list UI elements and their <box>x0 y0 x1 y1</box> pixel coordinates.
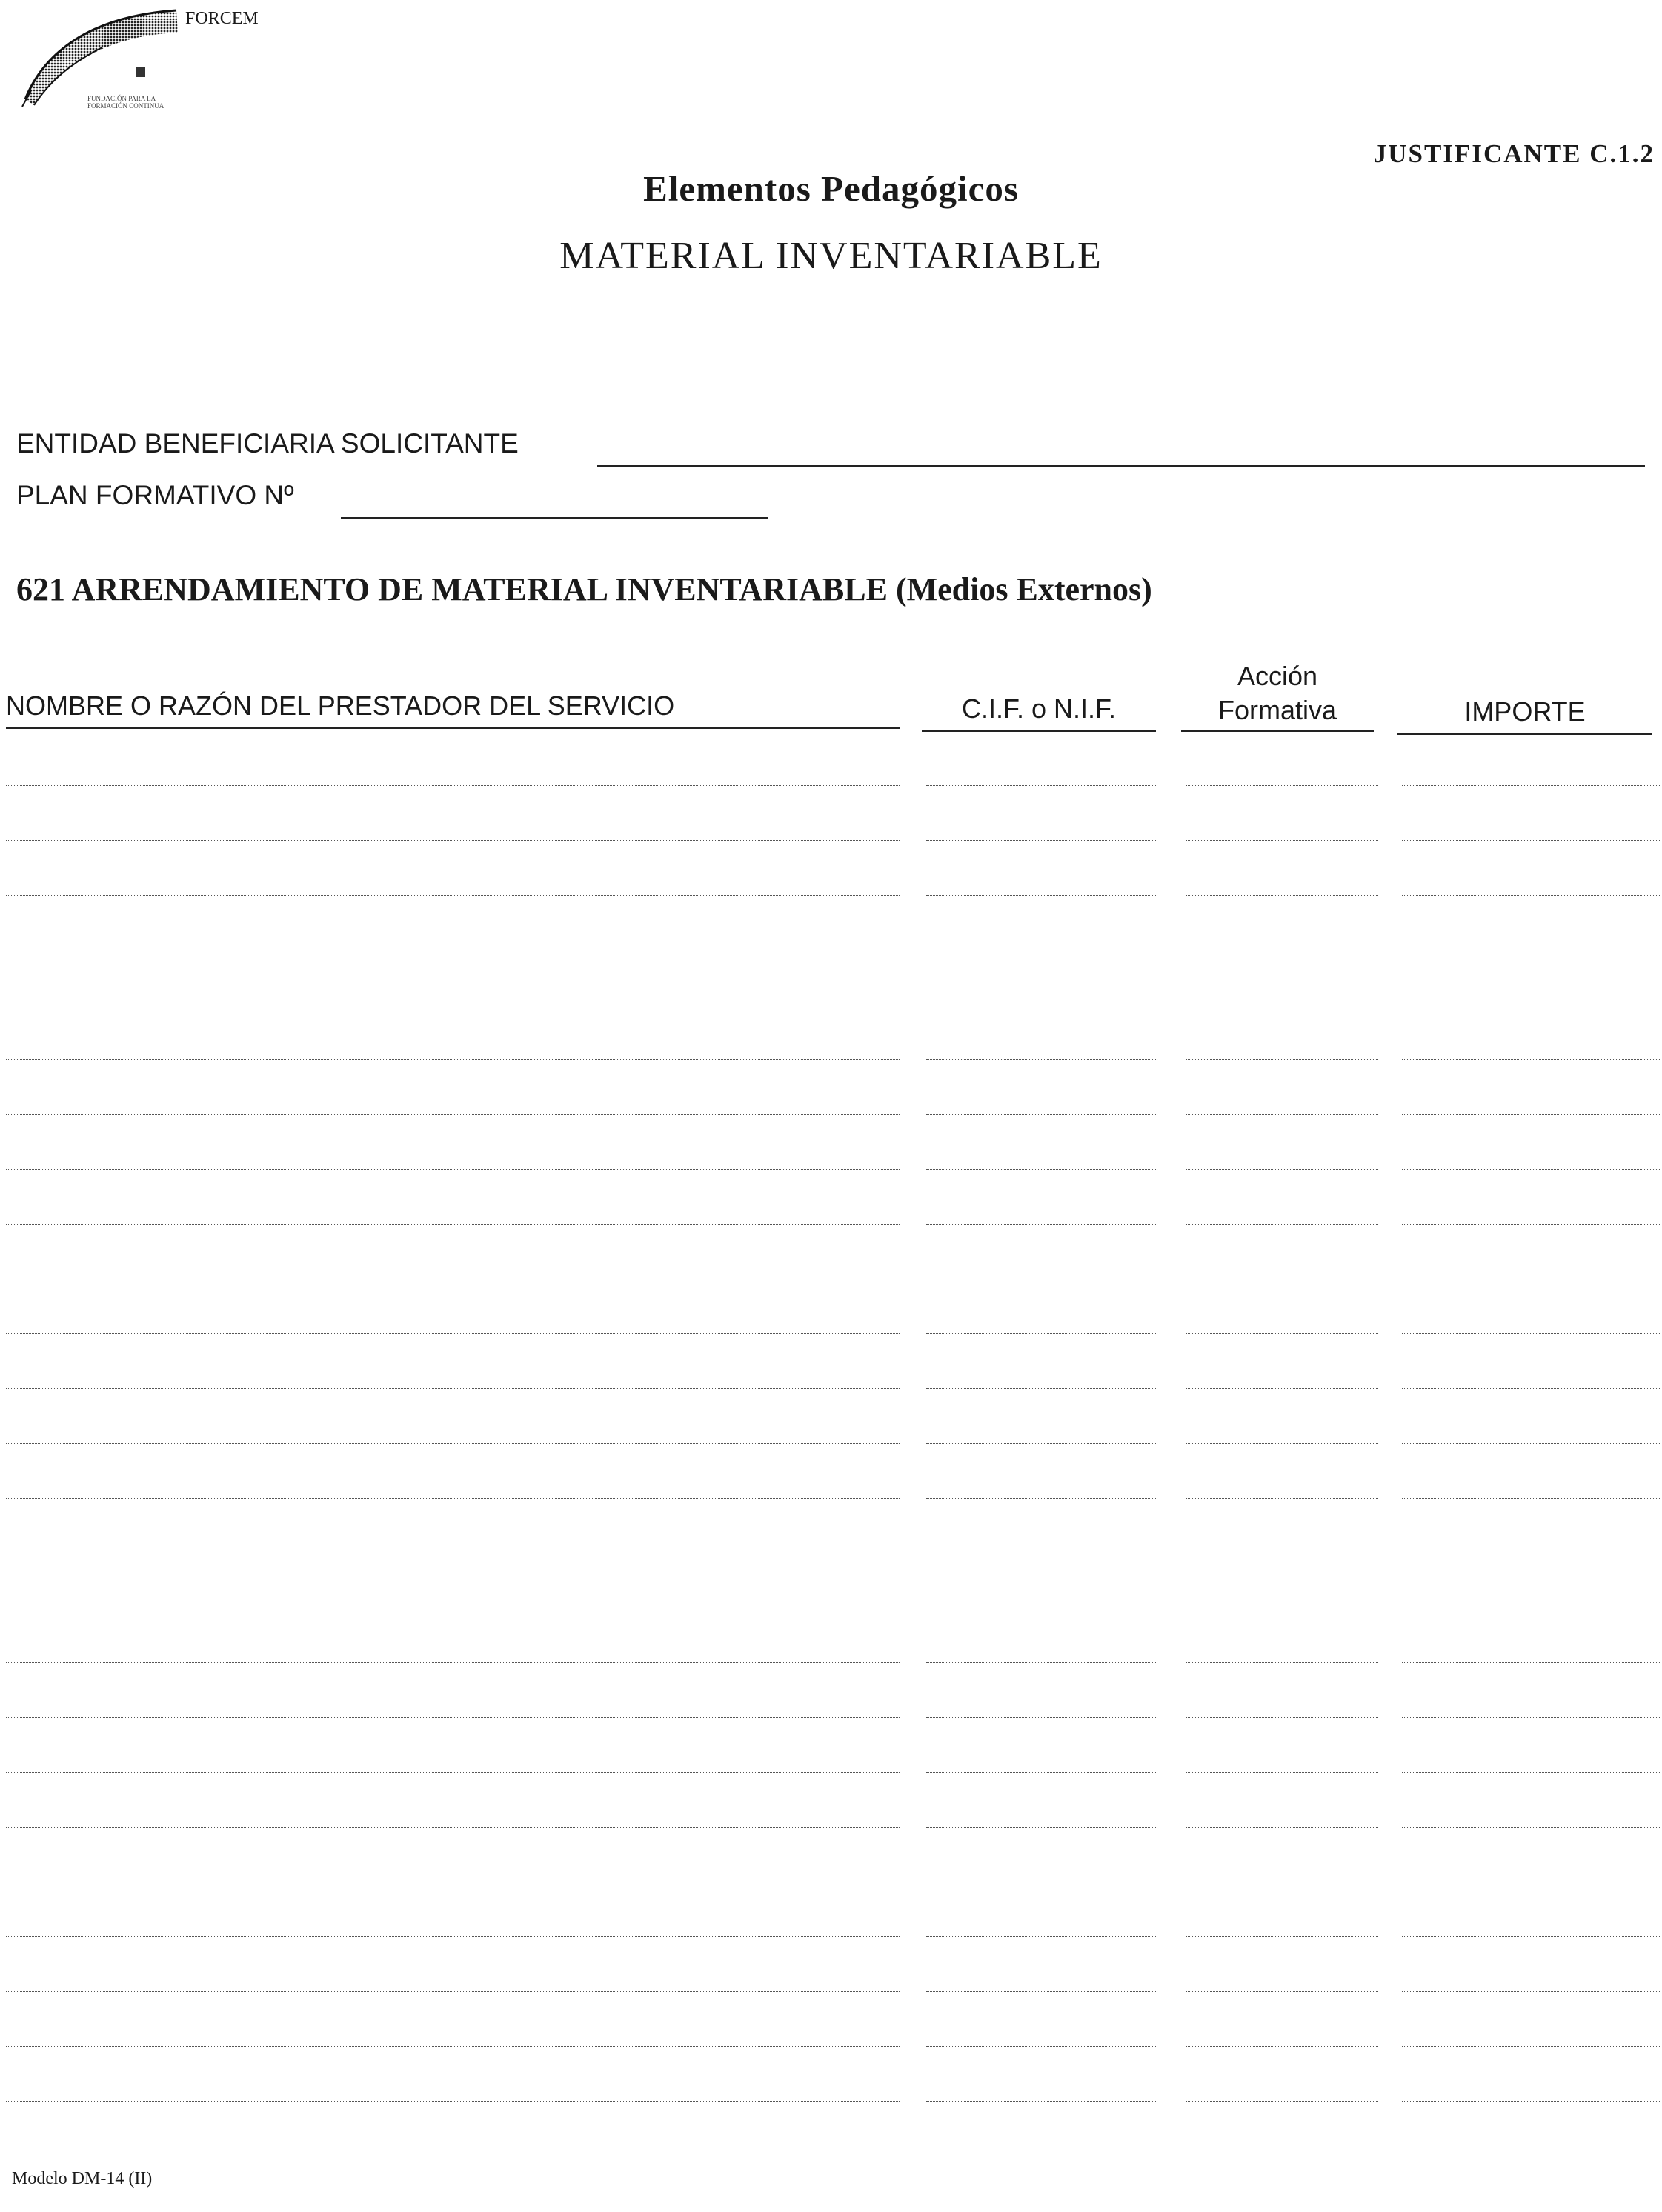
entidad-field[interactable] <box>597 465 1645 467</box>
row-8-accion-field[interactable] <box>1186 1169 1378 1170</box>
document-title: Elementos Pedagógicos <box>643 168 1019 209</box>
header-rule-accion <box>1181 730 1374 732</box>
row-6-cif-field[interactable] <box>926 1059 1157 1060</box>
row-25-cif-field[interactable] <box>926 2101 1157 2102</box>
row-18-importe-field[interactable] <box>1402 1717 1660 1718</box>
row-13-importe-field[interactable] <box>1402 1443 1660 1444</box>
row-14-cif-field[interactable] <box>926 1498 1157 1499</box>
header-rule-nombre <box>6 727 900 729</box>
row-11-accion-field[interactable] <box>1186 1333 1378 1334</box>
column-header-cif: C.I.F. o N.I.F. <box>961 693 1117 724</box>
row-12-nombre-field[interactable] <box>6 1388 900 1389</box>
row-17-cif-field[interactable] <box>926 1662 1157 1663</box>
row-3-importe-field[interactable] <box>1402 895 1660 896</box>
row-11-nombre-field[interactable] <box>6 1333 900 1334</box>
section-title: 621 ARRENDAMIENTO DE MATERIAL INVENTARIABLE (Medios Externos) <box>16 571 1152 607</box>
row-8-nombre-field[interactable] <box>6 1169 900 1170</box>
row-24-nombre-field[interactable] <box>6 2046 900 2047</box>
row-9-nombre-field[interactable] <box>6 1224 900 1225</box>
row-12-cif-field[interactable] <box>926 1388 1157 1389</box>
plan-formativo-field[interactable] <box>341 517 768 519</box>
row-6-accion-field[interactable] <box>1186 1059 1378 1060</box>
row-20-nombre-field[interactable] <box>6 1827 900 1828</box>
column-header-accion: Acción Formativa <box>1217 661 1337 725</box>
row-6-nombre-field[interactable] <box>6 1059 900 1060</box>
header-rule-cif <box>922 730 1156 732</box>
column-header-importe: IMPORTE <box>1464 696 1586 727</box>
row-25-nombre-field[interactable] <box>6 2101 900 2102</box>
row-9-cif-field[interactable] <box>926 1224 1157 1225</box>
row-19-accion-field[interactable] <box>1186 1772 1378 1773</box>
row-18-nombre-field[interactable] <box>6 1717 900 1718</box>
row-25-accion-field[interactable] <box>1186 2101 1378 2102</box>
row-19-nombre-field[interactable] <box>6 1772 900 1773</box>
header-rule-importe <box>1397 733 1652 735</box>
row-19-importe-field[interactable] <box>1402 1772 1660 1773</box>
row-18-accion-field[interactable] <box>1186 1717 1378 1718</box>
row-3-nombre-field[interactable] <box>6 895 900 896</box>
row-8-cif-field[interactable] <box>926 1169 1157 1170</box>
logo-foundation-text: FUNDACIÓN PARA LA FORMACIÓN CONTINUA <box>87 95 164 110</box>
row-11-importe-field[interactable] <box>1402 1333 1660 1334</box>
row-13-nombre-field[interactable] <box>6 1443 900 1444</box>
row-12-importe-field[interactable] <box>1402 1388 1660 1389</box>
entidad-label: ENTIDAD BENEFICIARIA SOLICITANTE <box>16 428 519 459</box>
row-3-cif-field[interactable] <box>926 895 1157 896</box>
column-header-nombre: NOMBRE O RAZÓN DEL PRESTADOR DEL SERVICIO <box>6 690 675 721</box>
row-22-cif-field[interactable] <box>926 1936 1157 1937</box>
row-7-importe-field[interactable] <box>1402 1114 1660 1115</box>
row-22-accion-field[interactable] <box>1186 1936 1378 1937</box>
row-2-nombre-field[interactable] <box>6 840 900 841</box>
row-14-importe-field[interactable] <box>1402 1498 1660 1499</box>
row-24-importe-field[interactable] <box>1402 2046 1660 2047</box>
row-25-importe-field[interactable] <box>1402 2101 1660 2102</box>
row-24-accion-field[interactable] <box>1186 2046 1378 2047</box>
row-24-cif-field[interactable] <box>926 2046 1157 2047</box>
row-23-importe-field[interactable] <box>1402 1991 1660 1992</box>
row-17-importe-field[interactable] <box>1402 1662 1660 1663</box>
row-2-importe-field[interactable] <box>1402 840 1660 841</box>
row-22-nombre-field[interactable] <box>6 1936 900 1937</box>
logo-org-name: FORCEM <box>185 9 259 28</box>
row-9-accion-field[interactable] <box>1186 1224 1378 1225</box>
row-17-accion-field[interactable] <box>1186 1662 1378 1663</box>
row-14-nombre-field[interactable] <box>6 1498 900 1499</box>
row-3-accion-field[interactable] <box>1186 895 1378 896</box>
row-23-cif-field[interactable] <box>926 1991 1157 1992</box>
row-1-importe-field[interactable] <box>1402 785 1660 786</box>
document-subtitle: MATERIAL INVENTARIABLE <box>559 235 1103 277</box>
row-13-accion-field[interactable] <box>1186 1443 1378 1444</box>
row-9-importe-field[interactable] <box>1402 1224 1660 1225</box>
row-1-accion-field[interactable] <box>1186 785 1378 786</box>
row-20-accion-field[interactable] <box>1186 1827 1378 1828</box>
row-1-nombre-field[interactable] <box>6 785 900 786</box>
row-7-accion-field[interactable] <box>1186 1114 1378 1115</box>
row-23-nombre-field[interactable] <box>6 1991 900 1992</box>
row-6-importe-field[interactable] <box>1402 1059 1660 1060</box>
row-12-accion-field[interactable] <box>1186 1388 1378 1389</box>
plan-formativo-label: PLAN FORMATIVO Nº <box>16 480 294 510</box>
row-2-accion-field[interactable] <box>1186 840 1378 841</box>
row-22-importe-field[interactable] <box>1402 1936 1660 1937</box>
row-7-nombre-field[interactable] <box>6 1114 900 1115</box>
model-number: Modelo DM-14 (II) <box>12 2169 153 2188</box>
forcem-logo <box>21 3 199 144</box>
row-14-accion-field[interactable] <box>1186 1498 1378 1499</box>
row-13-cif-field[interactable] <box>926 1443 1157 1444</box>
row-11-cif-field[interactable] <box>926 1333 1157 1334</box>
row-20-cif-field[interactable] <box>926 1827 1157 1828</box>
row-1-cif-field[interactable] <box>926 785 1157 786</box>
row-8-importe-field[interactable] <box>1402 1169 1660 1170</box>
justificante-code: JUSTIFICANTE C.1.2 <box>1373 139 1655 168</box>
row-20-importe-field[interactable] <box>1402 1827 1660 1828</box>
row-2-cif-field[interactable] <box>926 840 1157 841</box>
row-19-cif-field[interactable] <box>926 1772 1157 1773</box>
row-18-cif-field[interactable] <box>926 1717 1157 1718</box>
row-17-nombre-field[interactable] <box>6 1662 900 1663</box>
row-23-accion-field[interactable] <box>1186 1991 1378 1992</box>
row-7-cif-field[interactable] <box>926 1114 1157 1115</box>
